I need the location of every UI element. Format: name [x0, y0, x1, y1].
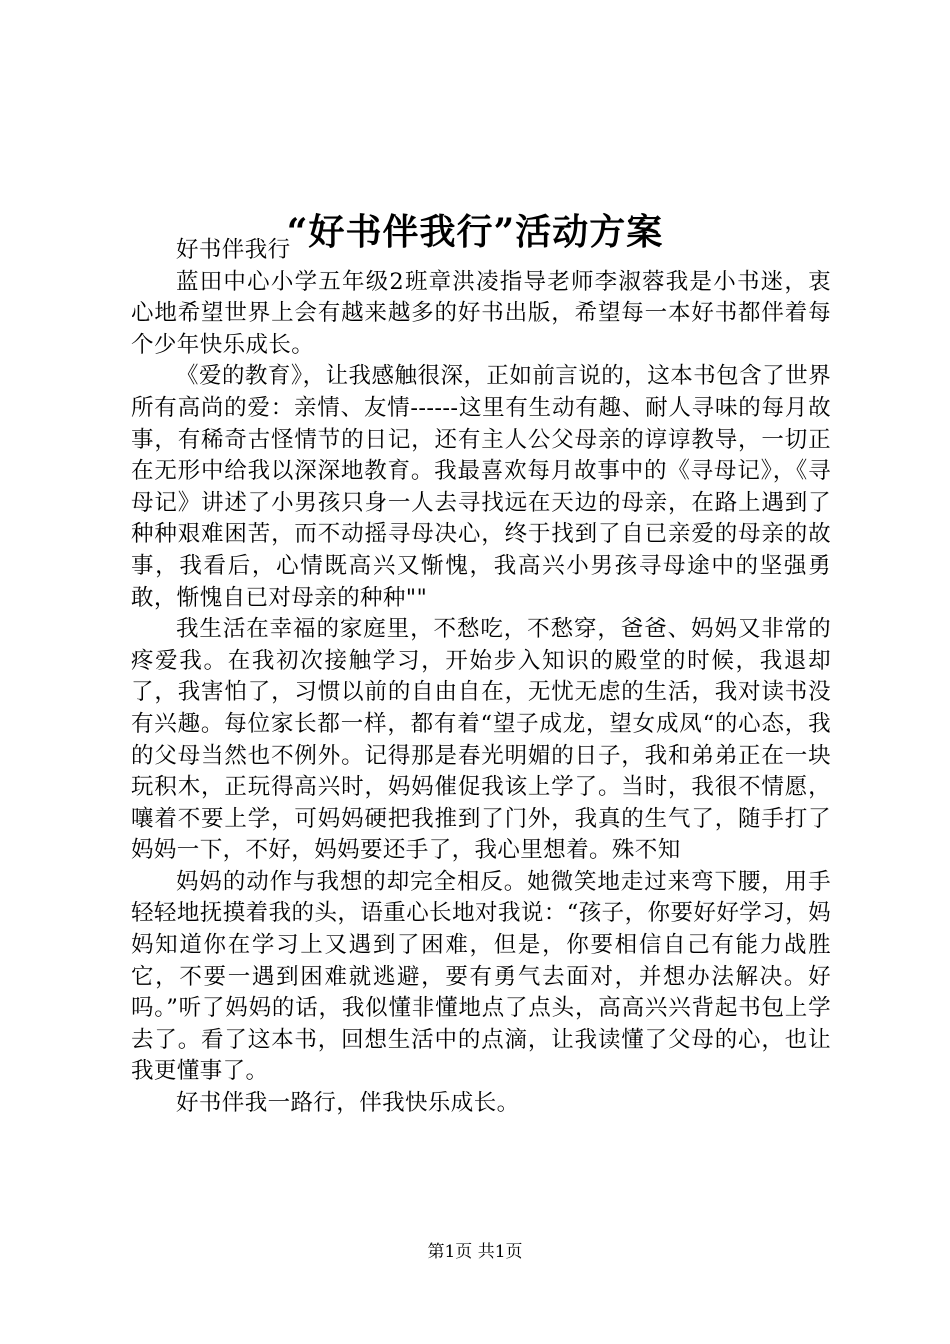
paragraph-mother-response: 妈妈的动作与我想的却完全相反。她微笑地走过来弯下腰，用手轻轻地抚摸着我的头，语重心长地对我说：“孩子，你要好好学习，妈妈知道你在学习上又遇到了困难，但是，你要相信自己有能力战胜它，不要一遇到困难就逃避，要有勇气去面对，并想办法解决。好吗。”听了妈妈的话，我似懂非懂地点了点头，高高兴兴背起书包上学去了。看了这本书，回想生活中的点滴，让我读懂了父母的心，也让我更懂事了。 — [131, 868, 831, 1085]
paragraph-subtitle: 好书伴我行 — [176, 237, 291, 263]
document-body — [131, 235, 831, 1120]
paragraph-intro: 蓝田中心小学五年级2班章洪凌指导老师李淑蓉我是小书迷，衷心地希望世界上会有越来越多的好书出版，希望每一本好书都伴着每个少年快乐成长。 — [131, 268, 831, 358]
document-title: “好书伴我行”活动方案 — [286, 211, 664, 254]
paragraph-closing: 好书伴我一路行，伴我快乐成长。 — [176, 1090, 520, 1117]
paragraph-family-story: 我生活在幸福的家庭里，不愁吃，不愁穿，爸爸、妈妈又非常的疼爱我。在我初次接触学习，开始步入知识的殿堂的时候，我退却了，我害怕了，习惯以前的自由自在，无忧无虑的生活，我对读书没有兴趣。每位家长都一样，都有着“望子成龙，望女成凤“的心态，我的父母当然也不例外。记得那是春光明媚的日子，我和弟弟正在一块玩积木，正玩得高兴时，妈妈催促我该上学了。当时，我很不情愿，嚷着不要上学，可妈妈硬把我推到了门外，我真的生气了，随手打了妈妈一下，不好，妈妈要还手了，我心里想着。殊不知 — [131, 616, 831, 864]
page-footer: 第1页 共1页 — [427, 1242, 523, 1262]
paragraph-book-review: 《爱的教育》，让我感触很深，正如前言说的，这本书包含了世界所有高尚的爱：亲情、友情------这里有生动有趣、耐人寻味的每月故事，有稀奇古怪情节的日记，还有主人公父母亲的谆谆教导，一切正在无形中给我以深深地教育。我最喜欢每月故事中的《寻母记》，《寻母记》讲述了小男孩只身一人去寻找远在天边的母亲，在路上遇到了种种艰难困苦，而不动摇寻母决心，终于找到了自已亲爱的母亲的故事，我看后，心情既高兴又惭愧，我高兴小男孩寻母途中的坚强勇敢，惭愧自已对母亲的种种"" — [131, 363, 831, 611]
